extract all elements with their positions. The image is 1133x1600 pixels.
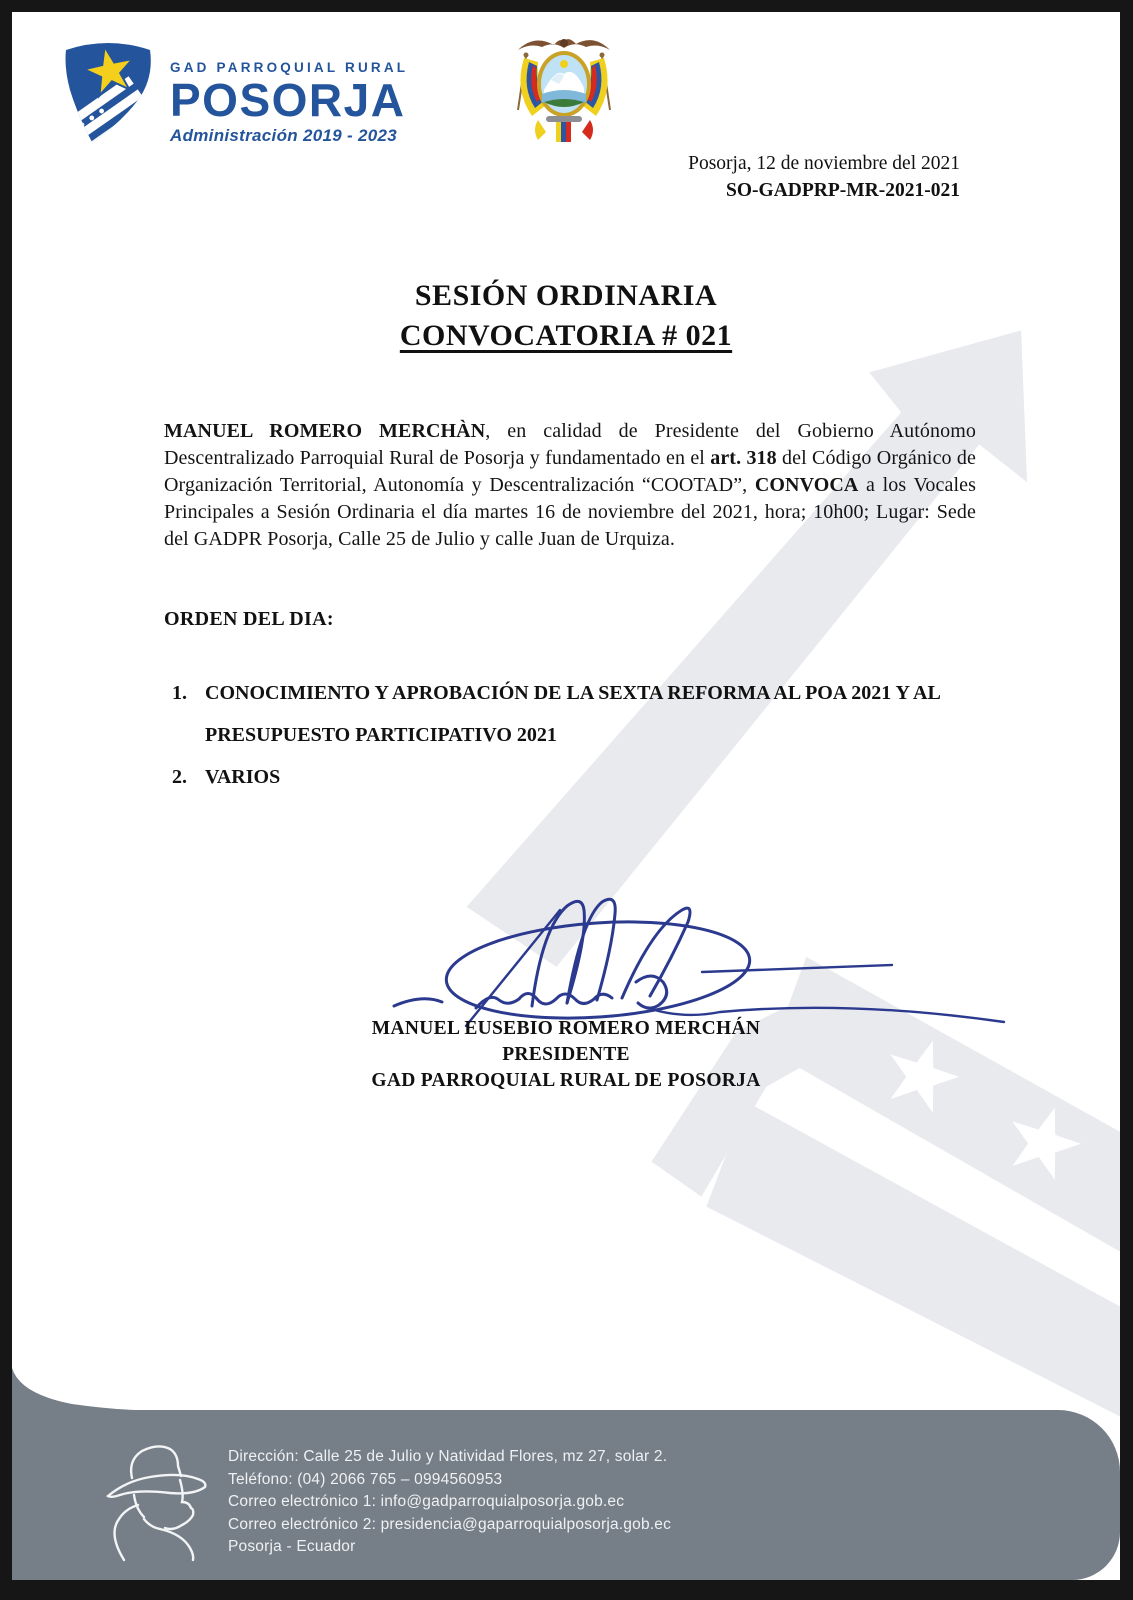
agenda-item-number: 1. [172,682,187,704]
agenda-item-text: CONOCIMIENTO Y APROBACIÓN DE LA SEXTA REFORMA AL POA 2021 Y AL PRESUPUESTO PARTICIPATIVO 2021 [205,682,940,746]
agenda-heading: ORDEN DEL DIA: [164,608,334,630]
body-bold-segment: CONVOCA [754,474,859,496]
document-page [12,12,1120,1580]
logo-org-type: GAD PARROQUIAL RURAL [170,60,409,75]
body-bold-segment: MANUEL ROMERO MERCHÀN [164,420,486,442]
document-title [12,276,1120,356]
posorja-logo-text [170,38,408,146]
footer-band [12,1410,1120,1580]
hat-man-icon [98,1436,218,1567]
footer-line: Correo electrónico 2: presidencia@gaparroquialposorja.gob.ec [228,1515,672,1533]
signatory-role: PRESIDENTE [502,1044,630,1065]
agenda-list [164,672,992,798]
posorja-shield-icon [58,38,158,146]
logo-name: POSORJA [170,74,406,126]
signatory-name: MANUEL EUSEBIO ROMERO MERCHÁN [371,1018,761,1039]
reference-number: SO-GADPRP-MR-2021-021 [726,180,960,201]
footer-line: Dirección: Calle 25 de Julio y Natividad Flores, mz 27, solar 2. [228,1448,668,1465]
footer-line: Posorja - Ecuador [228,1538,356,1555]
agenda-item-text: VARIOS [205,766,281,788]
footer-line: Correo electrónico 1: info@gadparroquialposorja.gob.ec [228,1493,625,1510]
content-layer [12,12,1120,1580]
agenda-item [164,756,992,798]
title-line1: SESIÓN ORDINARIA [414,279,718,312]
body-bold-segment: art. 318 [710,447,777,469]
title-line2: CONVOCATORIA # 021 [399,319,733,352]
signatory-org: GAD PARROQUIAL RURAL DE POSORJA [371,1070,761,1091]
footer-swoosh-shape [12,1368,136,1410]
body-segment: , en calidad de Presidente del Gobierno Autónomo Descentralizado Parroquial Rural de Posorja y fundamentado en el [164,420,976,469]
date-line: Posorja, 12 de noviembre del 2021 [688,153,960,174]
ecuador-coat-of-arms-icon [504,32,624,144]
logo-administration: Administración 2019 - 2023 [170,126,398,145]
agenda-item [164,672,992,756]
posorja-logo [58,38,408,146]
footer-line: Teléfono: (04) 2066 765 – 0994560953 [228,1470,503,1488]
body-paragraph [164,418,976,553]
body-segment: a los Vocales Principales a Sesión Ordinaria el día martes 16 de noviembre del 2021, hora; 10h00; Lugar: Sede del GADPR Posorja, Calle 25 de Julio y calle Juan de Urquiza. [164,474,976,550]
signatory-block [12,1016,1120,1094]
ecuador-coat-of-arms [504,32,624,149]
date-reference-block [688,150,960,204]
body-segment: del Código Orgánico de Organización Territorial, Autonomía y Descentralización “COOTAD”, [164,447,977,496]
agenda-item-number: 2. [172,766,187,788]
footer-lines [228,1446,671,1559]
signature-icon [380,886,1028,1034]
